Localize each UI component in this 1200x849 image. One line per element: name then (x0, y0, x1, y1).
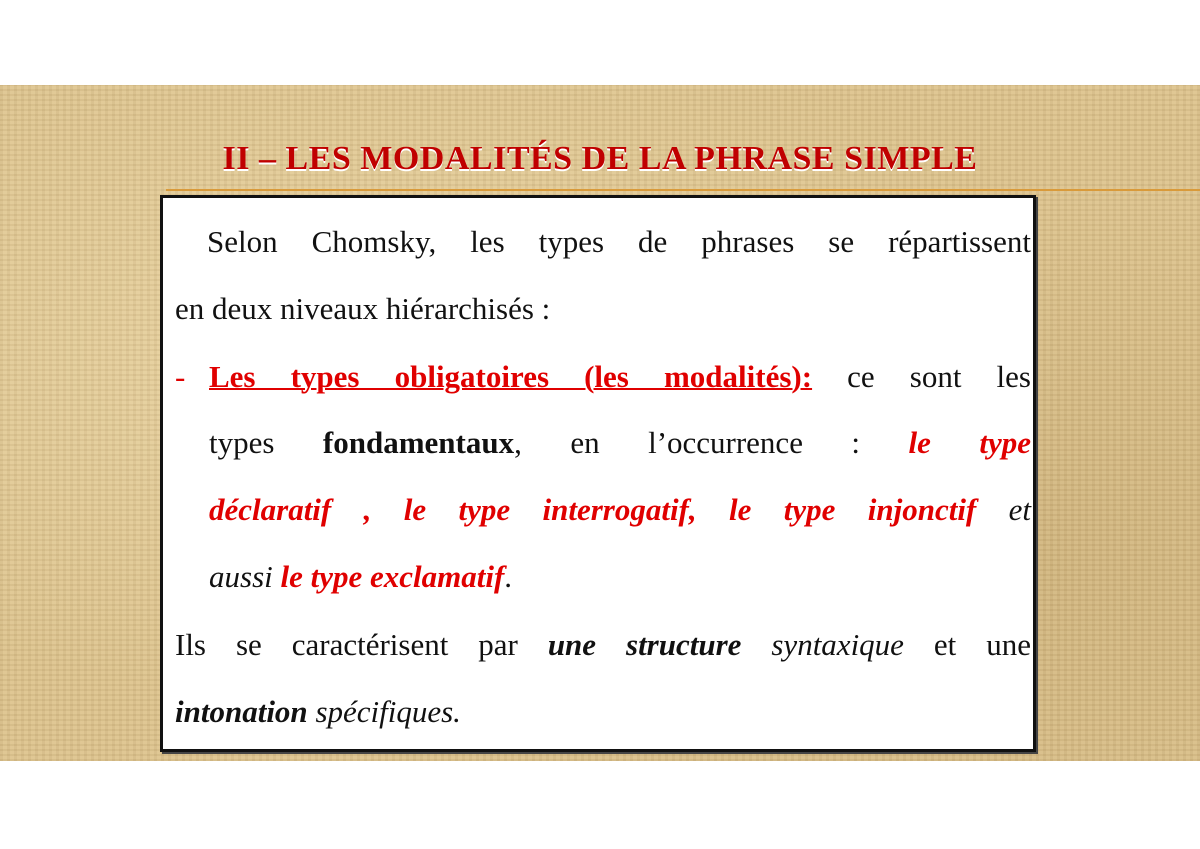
fondamentaux-emphasis: fondamentaux (322, 425, 515, 460)
exclamatif-emphasis: le type exclamatif (280, 559, 505, 594)
slide-title: II – LES MODALITÉS DE LA PHRASE SIMPLE (222, 140, 978, 177)
bullet-line3: déclaratif , le type interrogatif, le type injonctif et (209, 492, 1032, 527)
bullet-line2: types fondamentaux, en l’occurrence : le type (209, 425, 1031, 460)
paragraph2-line1: Ils se caractérisent par une structure syntaxique et une (175, 627, 1031, 662)
obligatory-types-heading: Les types obligatoires (les modalités): (209, 359, 813, 394)
title-underline-rule (166, 189, 1200, 191)
intonation-emphasis: intonation (175, 694, 308, 729)
paragraph2-line2: intonation spécifiques. (175, 694, 461, 729)
paragraph1-line1: Selon Chomsky, les types de phrases se répartissent (207, 224, 1031, 259)
bullet-dash: - (175, 359, 186, 394)
paragraph1-line2: en deux niveaux hiérarchisés : (175, 291, 551, 326)
bullet-line1: Les types obligatoires (les modalités): ce sont les (209, 359, 1031, 394)
bullet-line4: aussi le type exclamatif. (209, 559, 513, 594)
modalities-list: déclaratif , le type interrogatif, le type injonctif (209, 492, 977, 527)
structure-emphasis: une structure (547, 627, 742, 662)
content-box (160, 195, 1036, 752)
